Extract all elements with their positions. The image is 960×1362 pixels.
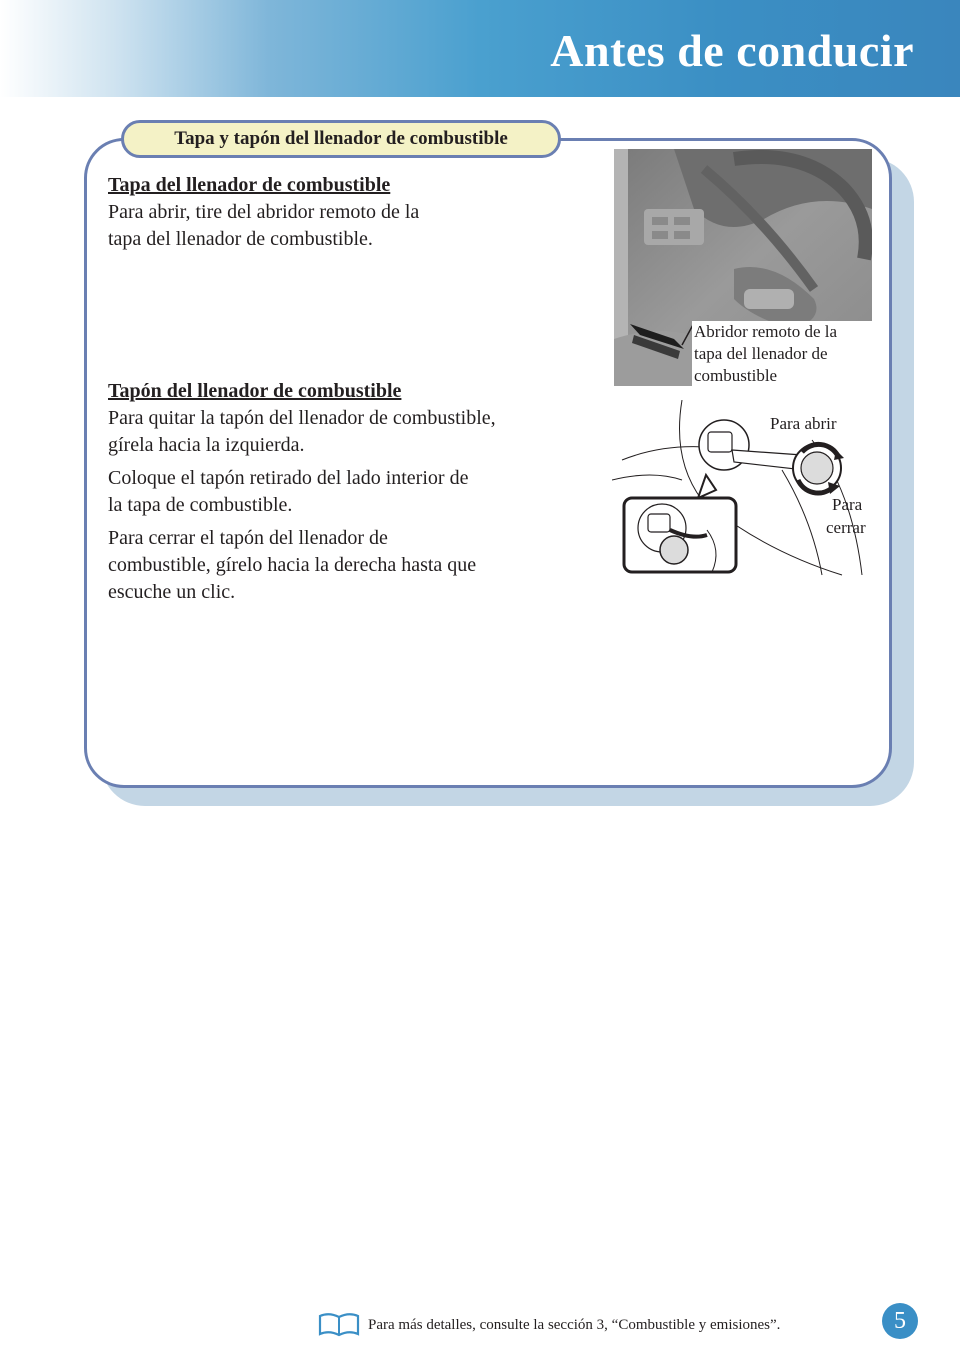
open-direction-label: Para abrir [770, 414, 837, 433]
fuel-door-heading: Tapa del llenador de combustible [108, 174, 391, 196]
page-number: 5 [882, 1303, 918, 1339]
fuel-door-section [108, 172, 419, 253]
section-tab: Tapa y tapón del llenador de combustible [121, 120, 561, 158]
text-line: Coloque el tapón retirado del lado interior de [108, 467, 469, 489]
footer-note: Para más detalles, consulte la sección 3, “Combustible y emisiones”. [368, 1317, 781, 1333]
fuel-cap-heading: Tapón del llenador de combustible [108, 380, 402, 402]
fuel-cap-drawing [612, 400, 882, 580]
fuel-cap-paragraph [108, 405, 496, 459]
text-line: Para cerrar el tapón del llenador de [108, 527, 388, 549]
fuel-cap-diagram [612, 400, 882, 580]
footer [318, 1304, 918, 1344]
text-line: gírela hacia la izquierda. [108, 434, 305, 456]
text-line: combustible, gírelo hacia la derecha hasta que [108, 554, 477, 576]
close-direction-label: Para [832, 495, 863, 514]
book-icon [318, 1310, 360, 1338]
fuel-door-body-line: Para abrir, tire del abridor remoto de la [108, 201, 420, 223]
text-line: la tapa de combustible. [108, 494, 293, 516]
fuel-cap-paragraph [108, 525, 496, 606]
callout-line: Abridor remoto de la [694, 322, 838, 341]
fuel-cap-section [108, 378, 496, 606]
fuel-cap-paragraph [108, 465, 496, 519]
callout-line: tapa del llenador de [694, 344, 828, 363]
callout-line: combustible [694, 366, 778, 385]
page-title: Antes de conducir [550, 25, 914, 76]
header-banner [0, 0, 960, 97]
text-line: Para quitar la tapón del llenador de combustible, [108, 407, 496, 429]
fuel-door-body-line: tapa del llenador de combustible. [108, 228, 373, 250]
remote-opener-callout [692, 321, 872, 386]
close-direction-label: cerrar [826, 518, 866, 537]
text-line: escuche un clic. [108, 581, 236, 603]
